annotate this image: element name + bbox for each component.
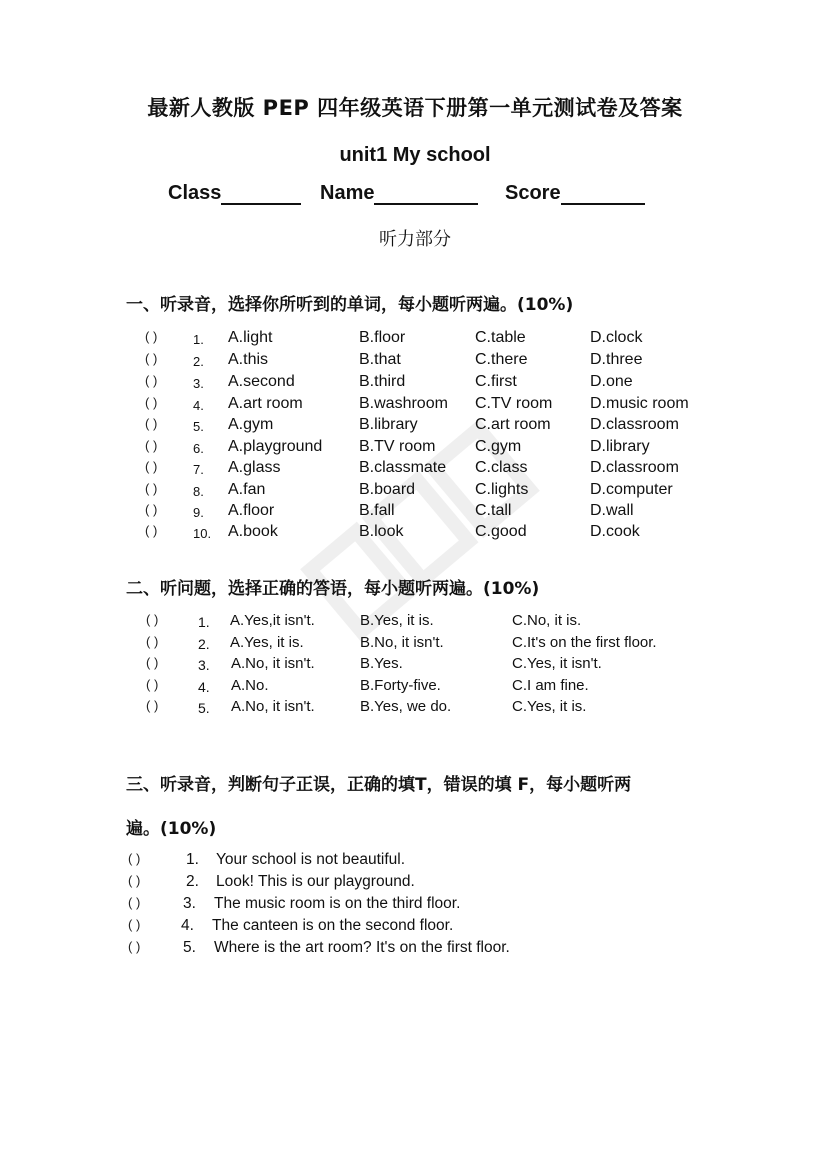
answer-paren[interactable]: ( ): [128, 873, 141, 888]
option-a: A.floor: [228, 502, 275, 519]
option-c: C.art room: [475, 416, 551, 433]
part3-statement: [0, 851, 830, 873]
answer-paren[interactable]: ( ): [145, 438, 158, 453]
option-c: C.lights: [475, 481, 529, 498]
part1-heading: 一、听录音，选择你所听到的单词，每小题听两遍。(10%): [126, 295, 574, 315]
question-number: 8.: [193, 484, 204, 499]
statement-number: 4.: [181, 917, 194, 934]
answer-paren[interactable]: ( ): [145, 502, 158, 517]
name-blank[interactable]: [374, 181, 478, 205]
option-d: D.one: [590, 373, 633, 390]
part1-question: [0, 481, 830, 503]
part2-question: [0, 655, 830, 677]
part3-statement: [0, 873, 830, 895]
option-a: A.Yes,it isn't.: [230, 612, 315, 629]
question-number: 2.: [193, 354, 204, 369]
part1-question: [0, 459, 830, 481]
answer-paren[interactable]: ( ): [146, 612, 159, 627]
question-number: 6.: [193, 441, 204, 456]
question-number: 1.: [198, 614, 210, 630]
option-a: A.gym: [228, 416, 274, 433]
answer-paren[interactable]: ( ): [145, 481, 158, 496]
part1-question: [0, 438, 830, 460]
answer-paren[interactable]: ( ): [145, 373, 158, 388]
option-a: A.art room: [228, 395, 303, 412]
option-a: A.playground: [228, 438, 323, 455]
statement-text: Where is the art room? It's on the first floor.: [214, 939, 510, 956]
option-b: B.Yes.: [360, 655, 403, 672]
option-d: D.clock: [590, 329, 643, 346]
option-d: D.music room: [590, 395, 689, 412]
option-c: C.class: [475, 459, 528, 476]
option-a: A.No.: [231, 677, 269, 694]
option-b: B.third: [359, 373, 406, 390]
statement-number: 2.: [186, 873, 199, 890]
answer-paren[interactable]: ( ): [128, 895, 141, 910]
option-c: C.Yes, it isn't.: [512, 655, 602, 672]
page-title: 最新人教版 PEP 四年级英语下册第一单元测试卷及答案: [147, 96, 683, 120]
score-blank[interactable]: [561, 181, 645, 205]
option-a: A.No, it isn't.: [231, 655, 315, 672]
option-a: A.No, it isn't.: [231, 698, 315, 715]
part2-question: [0, 698, 830, 720]
part2-question: [0, 634, 830, 656]
answer-paren[interactable]: ( ): [146, 677, 159, 692]
question-number: 2.: [198, 636, 210, 652]
option-b: B.Yes, it is.: [360, 612, 434, 629]
page-subtitle: unit1 My school: [339, 144, 491, 166]
question-number: 10.: [193, 526, 212, 541]
answer-paren[interactable]: ( ): [128, 917, 141, 932]
class-field: [168, 181, 301, 205]
answer-paren[interactable]: ( ): [146, 634, 159, 649]
option-b: B.look: [359, 523, 404, 540]
option-c: C.table: [475, 329, 526, 346]
option-a: A.this: [228, 351, 269, 368]
statement-number: 3.: [183, 895, 196, 912]
answer-paren[interactable]: ( ): [146, 655, 159, 670]
option-a: A.second: [228, 373, 295, 390]
option-d: D.library: [590, 438, 650, 455]
part1-question: [0, 373, 830, 395]
class-blank[interactable]: [221, 181, 301, 205]
option-b: B.Forty-five.: [360, 677, 441, 694]
question-number: 7.: [193, 462, 204, 477]
part1-question: [0, 329, 830, 351]
part3-heading-line1: 三、听录音，判断句子正误，正确的填T，错误的填 F，每小题听两: [126, 775, 632, 795]
option-a: A.glass: [228, 459, 281, 476]
part3-statement: [0, 939, 830, 961]
option-c: C.It's on the first floor.: [512, 634, 657, 651]
option-c: C.good: [475, 523, 527, 540]
part2-question: [0, 612, 830, 634]
option-c: C.I am fine.: [512, 677, 589, 694]
option-b: B.floor: [359, 329, 406, 346]
option-d: D.three: [590, 351, 643, 368]
section-label: 听力部分: [379, 229, 451, 250]
statement-number: 1.: [186, 851, 199, 868]
option-d: D.computer: [590, 481, 673, 498]
student-info-line: [0, 181, 830, 211]
option-a: A.light: [228, 329, 273, 346]
option-b: B.classmate: [359, 459, 447, 476]
option-c: C.gym: [475, 438, 522, 455]
statement-number: 5.: [183, 939, 196, 956]
answer-paren[interactable]: ( ): [145, 329, 158, 344]
part2-question: [0, 677, 830, 699]
question-number: 4.: [198, 679, 210, 695]
answer-paren[interactable]: ( ): [145, 395, 158, 410]
option-a: A.book: [228, 523, 278, 540]
option-d: D.cook: [590, 523, 640, 540]
name-label: Name: [320, 182, 375, 204]
answer-paren[interactable]: ( ): [145, 351, 158, 366]
score-label: Score: [505, 182, 561, 204]
option-a: A.Yes, it is.: [230, 634, 304, 651]
answer-paren[interactable]: ( ): [145, 416, 158, 431]
option-b: B.board: [359, 481, 416, 498]
score-field: [505, 181, 645, 205]
option-d: D.wall: [590, 502, 634, 519]
question-number: 3.: [198, 657, 210, 673]
answer-paren[interactable]: ( ): [128, 939, 141, 954]
class-label: Class: [168, 182, 222, 204]
part1-question: [0, 502, 830, 524]
answer-paren[interactable]: ( ): [146, 698, 159, 713]
answer-paren[interactable]: ( ): [145, 523, 158, 538]
option-b: B.TV room: [359, 438, 436, 455]
part1-question: [0, 523, 830, 545]
question-number: 5.: [193, 419, 204, 434]
statement-text: Look! This is our playground.: [216, 873, 415, 890]
question-number: 4.: [193, 398, 204, 413]
statement-text: The canteen is on the second floor.: [212, 917, 454, 934]
part3-statement: [0, 917, 830, 939]
statement-text: Your school is not beautiful.: [216, 851, 405, 868]
option-b: B.No, it isn't.: [360, 634, 444, 651]
part1-question: [0, 416, 830, 438]
option-c: C.first: [475, 373, 517, 390]
option-b: B.library: [359, 416, 418, 433]
option-b: B.Yes, we do.: [360, 698, 452, 715]
option-b: B.that: [359, 351, 401, 368]
part1-question: [0, 395, 830, 417]
option-c: C.Yes, it is.: [512, 698, 587, 715]
part3-heading-line2: 遍。(10%): [126, 819, 217, 839]
option-b: B.washroom: [359, 395, 448, 412]
question-number: 3.: [193, 376, 204, 391]
statement-text: The music room is on the third floor.: [214, 895, 461, 912]
option-d: D.classroom: [590, 416, 679, 433]
question-number: 9.: [193, 505, 204, 520]
option-a: A.fan: [228, 481, 266, 498]
question-number: 5.: [198, 700, 210, 716]
part3-statement: [0, 895, 830, 917]
part2-heading: 二、听问题，选择正确的答语，每小题听两遍。(10%): [126, 579, 540, 599]
answer-paren[interactable]: ( ): [128, 851, 141, 866]
name-field: [320, 181, 478, 205]
question-number: 1.: [193, 332, 204, 347]
option-d: D.classroom: [590, 459, 679, 476]
option-c: C.No, it is.: [512, 612, 582, 629]
option-c: C.tall: [475, 502, 512, 519]
option-c: C.there: [475, 351, 528, 368]
answer-paren[interactable]: ( ): [145, 459, 158, 474]
option-b: B.fall: [359, 502, 395, 519]
part1-question: [0, 351, 830, 373]
option-c: C.TV room: [475, 395, 553, 412]
